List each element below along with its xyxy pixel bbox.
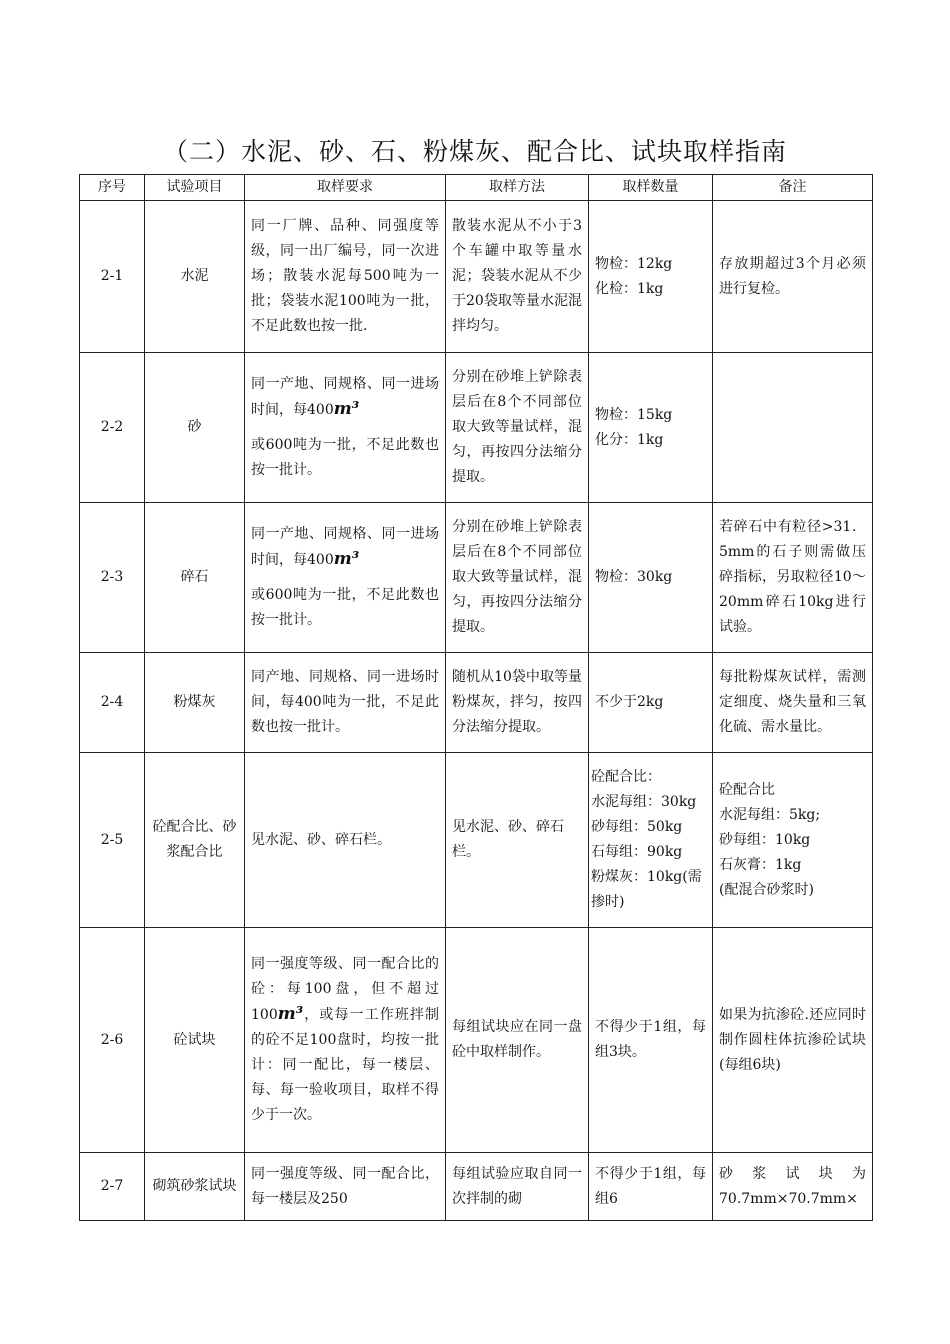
table-row — [80, 201, 873, 353]
table-row — [80, 928, 873, 1153]
requirement-text: 同一强度等级、同一配合比的砼：每100盘，但不超过100 — [251, 956, 439, 1023]
row-no: 2-1 — [80, 201, 145, 353]
header-no: 序号 — [80, 175, 145, 201]
row-requirement — [245, 928, 446, 1153]
cubic-meter-unit: m³ — [333, 399, 360, 419]
table-row — [80, 1153, 873, 1221]
row-method: 见水泥、砂、碎石栏。 — [446, 753, 589, 928]
row-method: 分别在砂堆上铲除表层后在8个不同部位取大致等量试样，混匀，再按四分法缩分提取。 — [446, 353, 589, 503]
row-no: 2-7 — [80, 1153, 145, 1221]
quantity-text: 砼配合比： 水泥每组：30kg 砂每组：50kg 石每组：90kg 粉煤灰：10kg(需掺时) — [591, 769, 702, 910]
quantity-text: 物检：12kg 化检：1kg — [595, 255, 673, 297]
row-item: 砼试块 — [145, 928, 245, 1153]
row-quantity — [589, 503, 713, 653]
row-no: 2-4 — [80, 653, 145, 753]
sampling-guide-table — [79, 174, 873, 1221]
header-item: 试验项目 — [145, 175, 245, 201]
row-requirement: 见水泥、砂、碎石栏。 — [245, 753, 446, 928]
row-quantity — [589, 353, 713, 503]
row-remark: 如果为抗渗砼.还应同时制作圆柱体抗渗砼试块(每组6块) — [713, 928, 873, 1153]
requirement-text: 或600吨为一批，不足此数也按一批计。 — [251, 437, 439, 478]
remark-text: 砼配合比 水泥每组：5kg; 砂每组：10kg 石灰膏：1kg (配混合砂浆时) — [719, 781, 821, 898]
row-no: 2-6 — [80, 928, 145, 1153]
cubic-meter-unit: m³ — [277, 1004, 304, 1024]
row-requirement — [245, 503, 446, 653]
quantity-text: 不少于2kg — [595, 694, 664, 710]
row-requirement: 同一强度等级、同一配合比，每一楼层及250 — [245, 1153, 446, 1221]
row-quantity: 不得少于1组，每组3块。 — [589, 928, 713, 1153]
row-no: 2-3 — [80, 503, 145, 653]
header-method: 取样方法 — [446, 175, 589, 201]
table-row — [80, 503, 873, 653]
cubic-meter-unit: m³ — [333, 549, 360, 569]
row-quantity — [589, 653, 713, 753]
row-remark: 存放期超过3个月必须进行复检。 — [713, 201, 873, 353]
row-requirement: 同一厂牌、品种、同强度等级，同一出厂编号，同一次进场；散装水泥每500吨为一批；袋装水泥100吨为一批，不足此数也按一批. — [245, 201, 446, 353]
row-method: 每组试验应取自同一次拌制的砌 — [446, 1153, 589, 1221]
quantity-text: 物检：15kg 化分：1kg — [595, 406, 673, 448]
row-requirement: 同产地、同规格、同一进场时间，每400吨为一批，不足此数也按一批计。 — [245, 653, 446, 753]
header-requirement: 取样要求 — [245, 175, 446, 201]
requirement-text: 或600吨为一批，不足此数也按一批计。 — [251, 587, 439, 628]
row-method: 散装水泥从不小于3个车罐中取等量水泥；袋装水泥从不少于20袋取等量水泥混拌均匀。 — [446, 201, 589, 353]
row-item: 水泥 — [145, 201, 245, 353]
row-method: 每组试块应在同一盘砼中取样制作。 — [446, 928, 589, 1153]
row-remark — [713, 753, 873, 928]
table-row — [80, 353, 873, 503]
page-title: （二）水泥、砂、石、粉煤灰、配合比、试块取样指南 — [162, 137, 787, 166]
row-method: 随机从10袋中取等量粉煤灰，拌匀，按四分法缩分提取。 — [446, 653, 589, 753]
requirement-text: 同一产地、同规格、同一进场时间，每400 — [251, 376, 439, 418]
row-item: 砂 — [145, 353, 245, 503]
header-remark: 备注 — [713, 175, 873, 201]
row-item: 粉煤灰 — [145, 653, 245, 753]
row-item: 砌筑砂浆试块 — [145, 1153, 245, 1221]
row-quantity — [589, 753, 713, 928]
table-header-row — [80, 175, 873, 201]
requirement-text: ，或每一工作班拌制的砼不足100盘时，均按一批计：同一配比，每一楼层、每、每一验收项目，取样不得少于一次。 — [251, 1007, 439, 1123]
row-quantity: 不得少于1组，每组6 — [589, 1153, 713, 1221]
row-item: 碎石 — [145, 503, 245, 653]
row-item: 砼配合比、砂浆配合比 — [145, 753, 245, 928]
quantity-text: 物检：30kg — [595, 569, 673, 585]
row-no: 2-2 — [80, 353, 145, 503]
table-row — [80, 653, 873, 753]
row-remark: 若碎石中有粒径>31．5mm的石子则需做压碎指标，另取粒径10～20mm碎石10kg进行试验。 — [713, 503, 873, 653]
header-quantity: 取样数量 — [589, 175, 713, 201]
row-no: 2-5 — [80, 753, 145, 928]
row-quantity — [589, 201, 713, 353]
row-method: 分别在砂堆上铲除表层后在8个不同部位取大致等量试样，混匀，再按四分法缩分提取。 — [446, 503, 589, 653]
row-remark: 砂浆试块为70.7mm×70.7mm× — [713, 1153, 873, 1221]
table-row — [80, 753, 873, 928]
requirement-text: 同一产地、同规格、同一进场时间，每400 — [251, 526, 439, 568]
row-requirement — [245, 353, 446, 503]
row-remark — [713, 353, 873, 503]
row-remark: 每批粉煤灰试样，需测定细度、烧失量和三氧化硫、需水量比。 — [713, 653, 873, 753]
